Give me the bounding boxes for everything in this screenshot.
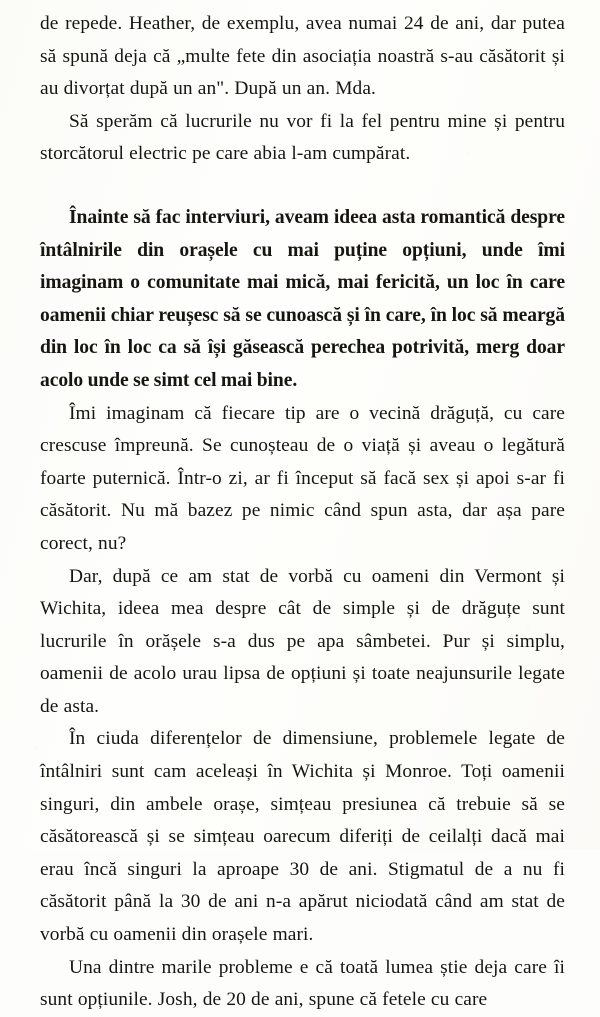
paragraph: Să sperăm că lucrurile nu vor fi la fel pentru mine și pentru storcătorul electric pe care abia l-am cumpărat. bbox=[40, 110, 565, 165]
paragraph-continuation: de repede. Heather, de exemplu, avea numai 24 de ani, dar putea să spună deja că „multe fete din asociația noastră s-au căsătorit și au divorțat după un an". După un an. Mda. bbox=[40, 13, 565, 100]
text-column bbox=[40, 8, 565, 1017]
paragraph-emphasized: Înainte să fac interviuri, aveam ideea asta romantică despre întâlnirile din orașele cu mai puține opțiuni, unde îmi imaginam o comunitate mai mică, mai fericită, un loc în care oamenii chiar reușesc să se cunoască și în care, în loc să meargă din loc în loc ca să își găsească perechea potrivită, merg doar acolo unde se simt cel mai bine. bbox=[40, 206, 565, 391]
paragraph: În ciuda diferențelor de dimensiune, problemele legate de întâlniri sunt cam aceleași în Wichita și Monroe. Toți oamenii singuri, din ambele orașe, simțeau presiunea că trebuie să se căsătorească și se simțeau oarecum diferiți de ceilalți dacă mai erau încă singuri la aproape 30 de ani. Stigmatul de a nu fi căsătorit până la 30 de ani n-a apărut niciodată când am stat de vorbă cu oamenii din orașele mari. bbox=[40, 728, 565, 946]
paragraph-clipped: Una dintre marile probleme e că toată lumea știe deja care îi sunt opțiunile. Josh, de 20 de ani, spune că fetele cu care bbox=[40, 956, 565, 1011]
paragraph: Îmi imaginam că fiecare tip are o vecină drăguță, cu care crescuse împreună. Se cunoșteau de o viață și aveau o legătură foarte puternică. Într-o zi, ar fi început să facă sex și apoi s-ar fi căsătorit. Nu mă bazez pe nimic când spun asta, dar așa pare corect, nu? bbox=[40, 402, 565, 554]
paragraph: Dar, după ce am stat de vorbă cu oameni din Vermont și Wichita, ideea mea despre cât de simple și de drăguțe sunt lucrurile în orășele s-a dus pe apa sâmbetei. Pur și simplu, oamenii de acolo urau lipsa de opțiuni și toate neajunsurile legate de asta. bbox=[40, 565, 565, 717]
